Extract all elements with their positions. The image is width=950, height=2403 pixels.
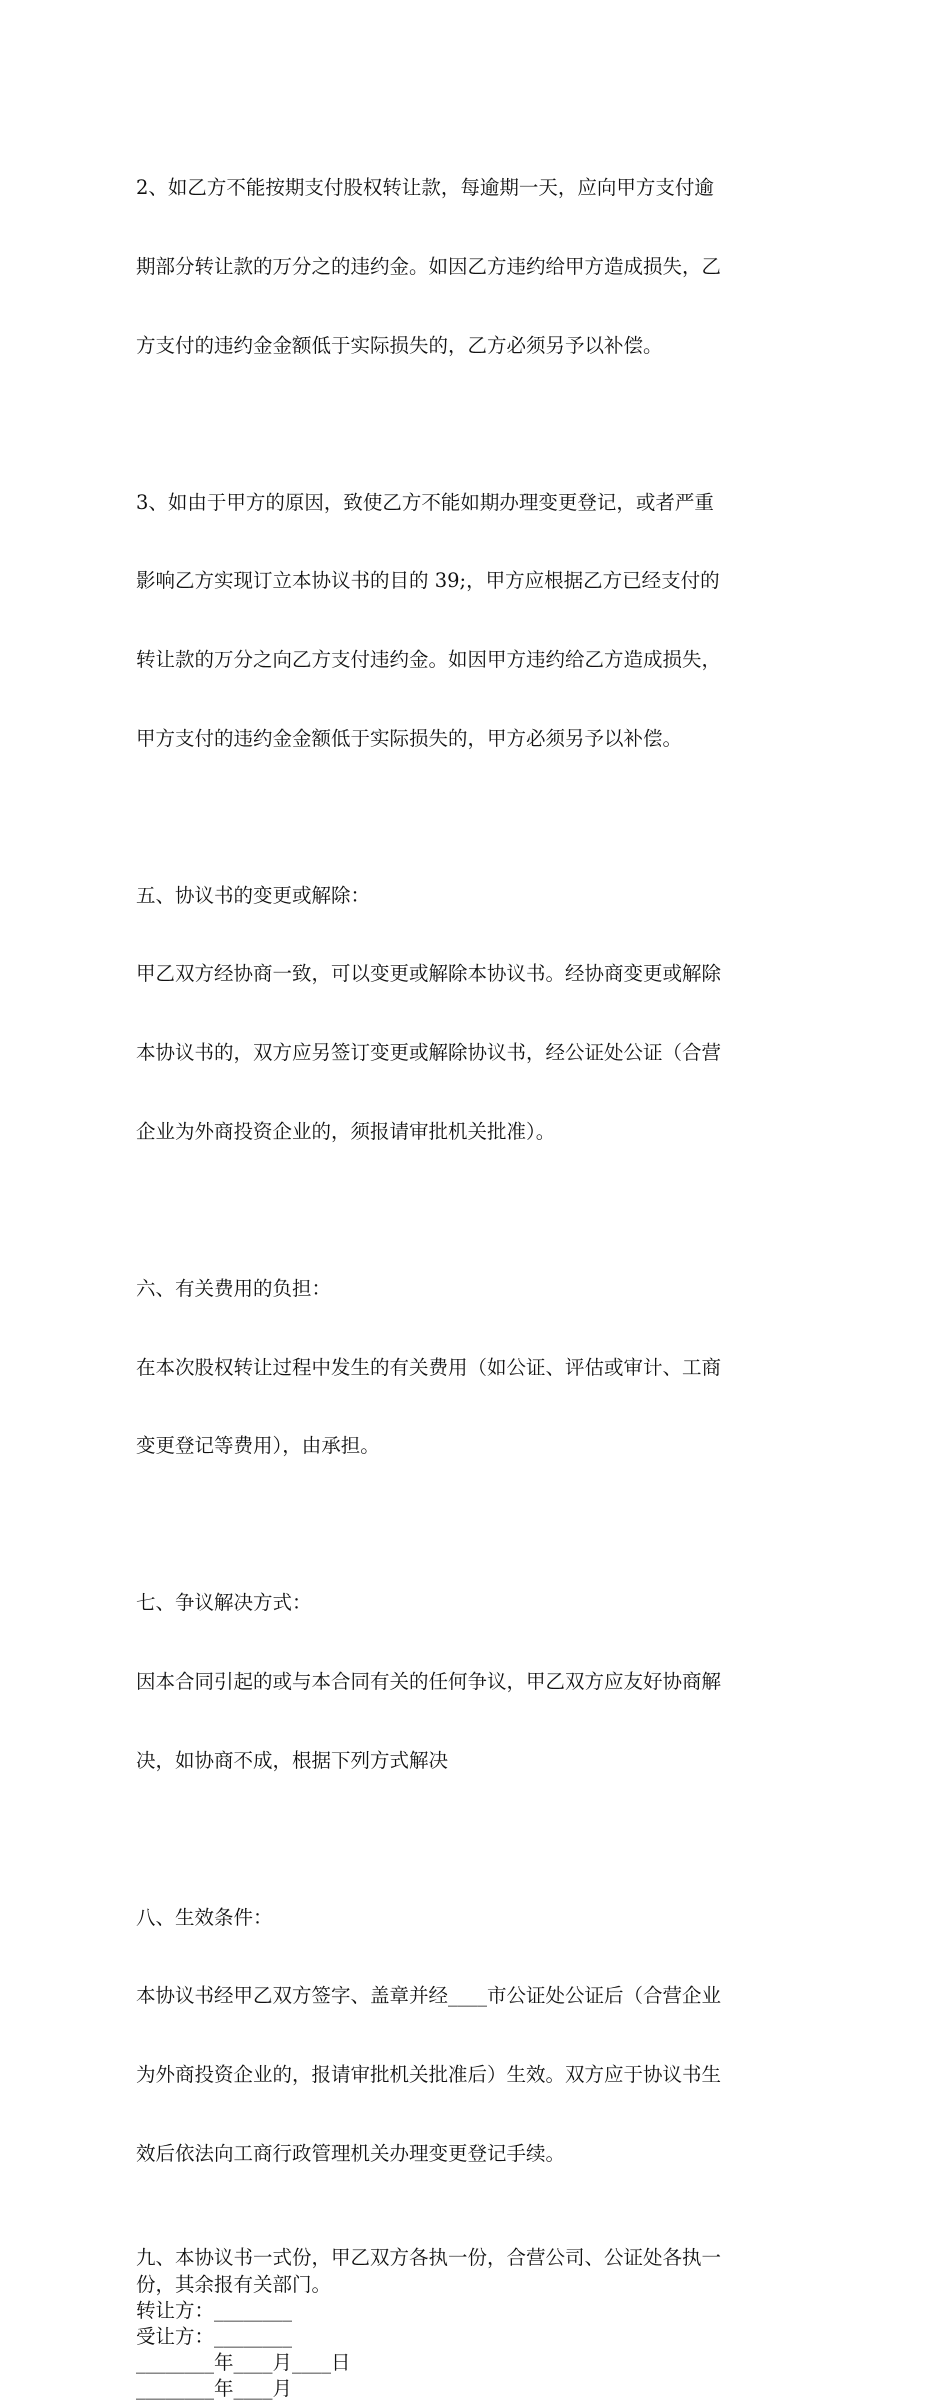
section-9-and-signatures bbox=[136, 2245, 816, 2402]
section-heading: 八、生效条件： bbox=[136, 1905, 273, 1929]
document-page bbox=[136, 123, 816, 2403]
section-6-fees bbox=[136, 1223, 816, 1511]
section-heading: 五、协议书的变更或解除： bbox=[136, 883, 371, 907]
text-line: 效后依法向工商行政管理机关办理变更登记手续。 bbox=[136, 2141, 566, 2165]
text-line: 转让款的万分之向乙方支付违约金。如因甲方违约给乙方造成损失， bbox=[136, 648, 722, 672]
text-line: 甲乙双方经协商一致，可以变更或解除本协议书。经协商变更或解除 bbox=[136, 962, 722, 986]
text-line: 企业为外商投资企业的，须报请审批机关批准）。 bbox=[136, 1119, 556, 1143]
text-line: 因本合同引起的或与本合同有关的任何争议，甲乙双方应友好协商解 bbox=[136, 1669, 722, 1693]
section-5-amendment bbox=[136, 830, 816, 1197]
text-line: 变更登记等费用），由承担。 bbox=[136, 1434, 380, 1458]
date-line: ________年____月 bbox=[136, 2377, 293, 2401]
section-heading: 七、争议解决方式： bbox=[136, 1591, 312, 1615]
transferee-signature-line: 受让方：________ bbox=[136, 2324, 293, 2348]
text-line: 本协议书的，双方应另签订变更或解除协议书，经公证处公证（合营 bbox=[136, 1041, 722, 1065]
text-line: 2、如乙方不能按期支付股权转让款，每逾期一天，应向甲方支付逾 bbox=[136, 176, 714, 200]
text-line: 九、本协议书一式份，甲乙双方各执一份，合营公司、公证处各执一 bbox=[136, 2246, 722, 2270]
text-line: 在本次股权转让过程中发生的有关费用（如公证、评估或审计、工商 bbox=[136, 1355, 722, 1379]
section-8-effective-conditions bbox=[136, 1852, 816, 2219]
text-line: 影响乙方实现订立本协议书的目的 39;，甲方应根据乙方已经支付的 bbox=[136, 569, 720, 593]
text-line: 为外商投资企业的，报请审批机关批准后）生效。双方应于协议书生 bbox=[136, 2062, 722, 2086]
date-line: ________年____月____日 bbox=[136, 2351, 351, 2375]
clause-3-paragraph bbox=[136, 437, 816, 804]
section-7-dispute-resolution bbox=[136, 1538, 816, 1826]
transferor-signature-line: 转让方：________ bbox=[136, 2298, 293, 2322]
text-line: 份，其余报有关部门。 bbox=[136, 2272, 332, 2296]
section-heading: 六、有关费用的负担： bbox=[136, 1276, 332, 1300]
text-line: 甲方支付的违约金金额低于实际损失的，甲方必须另予以补偿。 bbox=[136, 726, 683, 750]
text-line: 期部分转让款的万分之的违约金。如因乙方违约给甲方造成损失，乙 bbox=[136, 255, 722, 279]
text-line: 方支付的违约金金额低于实际损失的，乙方必须另予以补偿。 bbox=[136, 333, 663, 357]
text-line: 本协议书经甲乙双方签字、盖章并经____市公证处公证后（合营企业 bbox=[136, 1984, 722, 2008]
text-line: 决，如协商不成，根据下列方式解决 bbox=[136, 1748, 449, 1772]
clause-2-paragraph bbox=[136, 123, 816, 411]
text-line: 3、如由于甲方的原因，致使乙方不能如期办理变更登记，或者严重 bbox=[136, 490, 714, 514]
